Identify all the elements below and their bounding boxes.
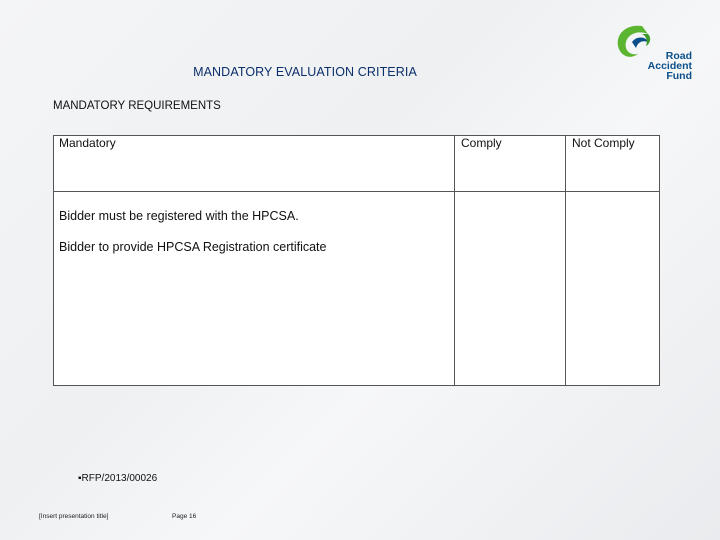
section-title: MANDATORY REQUIREMENTS — [53, 100, 221, 112]
logo-text-road: Road — [665, 50, 692, 62]
comply-cell[interactable] — [455, 192, 566, 386]
requirement-item: Bidder must be registered with the HPCSA. — [59, 209, 299, 223]
requirement-item: Bidder to provide HPCSA Registration certificate — [59, 240, 327, 254]
header-comply: Comply — [455, 136, 566, 192]
footer-reference-text: RFP/2013/00026 — [81, 473, 158, 484]
footer-presentation-title: [Insert presentation title] — [39, 513, 109, 520]
criteria-table — [53, 135, 660, 386]
footer-reference: ▪RFP/2013/00026 — [78, 473, 158, 484]
road-accident-fund-logo — [612, 20, 692, 84]
table-header-row — [54, 136, 660, 192]
table-row — [54, 192, 660, 386]
header-mandatory: Mandatory — [54, 136, 455, 192]
not-comply-cell[interactable] — [566, 192, 660, 386]
requirements-cell — [54, 192, 455, 386]
logo-text-fund: Fund — [666, 70, 692, 82]
logo-text-accident: Accident — [647, 60, 692, 72]
slide-title: MANDATORY EVALUATION CRITERIA — [193, 65, 417, 79]
footer-page-number: Page 16 — [172, 513, 197, 520]
header-not-comply: Not Comply — [566, 136, 660, 192]
